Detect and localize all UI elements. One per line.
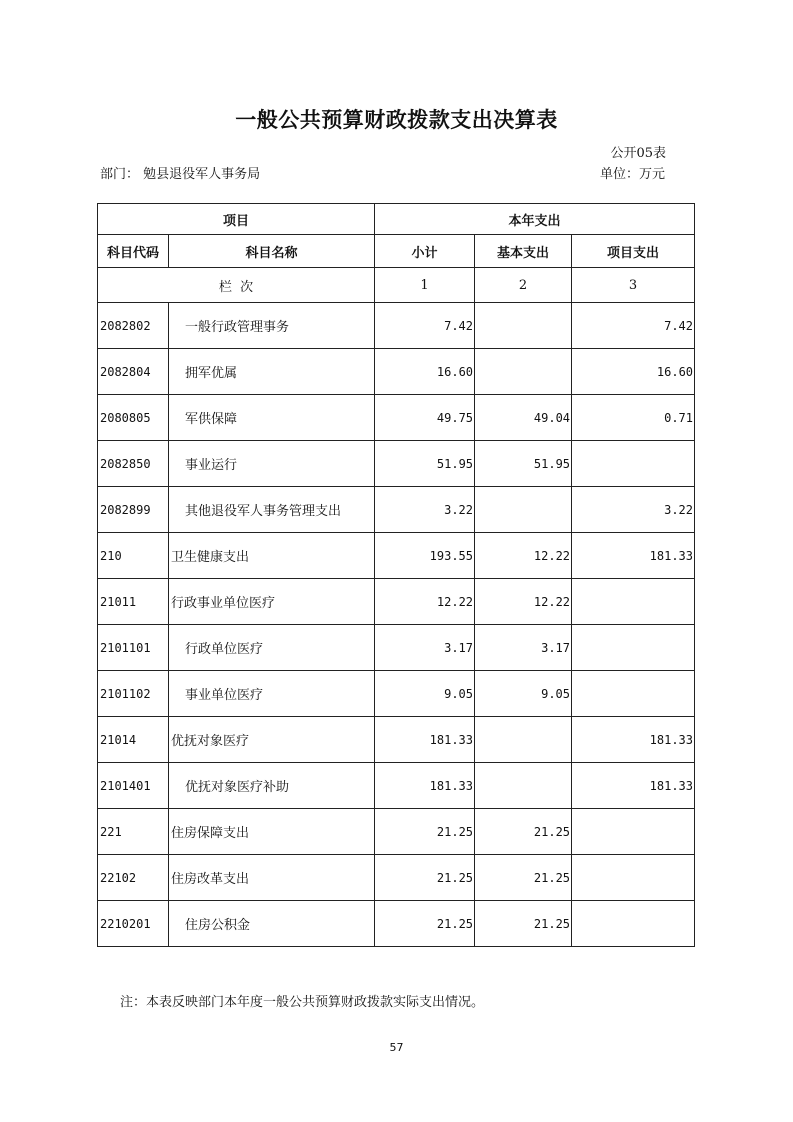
- row-basic: 21.25: [475, 855, 572, 901]
- column-index-3: 3: [572, 268, 695, 303]
- row-name: 住房公积金: [169, 901, 375, 947]
- row-subtotal: 3.22: [375, 487, 475, 533]
- row-basic: 49.04: [475, 395, 572, 441]
- row-basic: 3.17: [475, 625, 572, 671]
- row-name: 其他退役军人事务管理支出: [169, 487, 375, 533]
- table-row: [98, 579, 695, 625]
- row-project: 181.33: [572, 763, 695, 809]
- row-project: 16.60: [572, 349, 695, 395]
- row-name: 军供保障: [169, 395, 375, 441]
- table-row: [98, 349, 695, 395]
- col-header-project: 项目支出: [572, 235, 695, 268]
- row-name: 事业单位医疗: [169, 671, 375, 717]
- header-project: 项目: [98, 204, 375, 235]
- col-header-code: 科目代码: [98, 235, 169, 268]
- table-row: [98, 533, 695, 579]
- col-header-basic: 基本支出: [475, 235, 572, 268]
- row-basic: 12.22: [475, 533, 572, 579]
- table-row: [98, 809, 695, 855]
- department-label: 部门： 勉县退役军人事务局: [100, 167, 261, 182]
- footnote: 注：本表反映部门本年度一般公共预算财政拨款实际支出情况。: [120, 995, 485, 1010]
- header-row-2: [98, 235, 695, 268]
- row-name: 住房保障支出: [169, 809, 375, 855]
- expenditure-table: [97, 203, 695, 947]
- row-basic: [475, 487, 572, 533]
- row-project: [572, 671, 695, 717]
- column-index-row: [98, 268, 695, 303]
- col-header-subtotal: 小计: [375, 235, 475, 268]
- column-index-1: 1: [375, 268, 475, 303]
- row-basic: [475, 349, 572, 395]
- row-code: 2101401: [98, 763, 169, 809]
- header-row-1: [98, 204, 695, 235]
- row-subtotal: 9.05: [375, 671, 475, 717]
- table-row: [98, 901, 695, 947]
- row-subtotal: 21.25: [375, 901, 475, 947]
- table-row: [98, 717, 695, 763]
- row-name: 事业运行: [169, 441, 375, 487]
- row-basic: 51.95: [475, 441, 572, 487]
- row-subtotal: 21.25: [375, 855, 475, 901]
- row-code: 210: [98, 533, 169, 579]
- table-row: [98, 855, 695, 901]
- row-basic: 12.22: [475, 579, 572, 625]
- page-number: 57: [389, 1041, 404, 1054]
- row-project: 7.42: [572, 303, 695, 349]
- row-name: 住房改革支出: [169, 855, 375, 901]
- row-name: 优抚对象医疗补助: [169, 763, 375, 809]
- row-project: [572, 579, 695, 625]
- row-project: [572, 855, 695, 901]
- row-name: 优抚对象医疗: [169, 717, 375, 763]
- row-code: 2082802: [98, 303, 169, 349]
- row-project: 181.33: [572, 717, 695, 763]
- table-row: [98, 671, 695, 717]
- table-row: [98, 441, 695, 487]
- row-project: [572, 809, 695, 855]
- row-code: 22102: [98, 855, 169, 901]
- table-row: [98, 763, 695, 809]
- column-index-2: 2: [475, 268, 572, 303]
- row-project: 0.71: [572, 395, 695, 441]
- table-row: [98, 303, 695, 349]
- table-row: [98, 395, 695, 441]
- form-number: 公开05表: [610, 146, 666, 161]
- column-index-label: 栏 次: [98, 268, 375, 303]
- row-project: 3.22: [572, 487, 695, 533]
- row-subtotal: 12.22: [375, 579, 475, 625]
- row-name: 一般行政管理事务: [169, 303, 375, 349]
- table-row: [98, 625, 695, 671]
- row-project: [572, 625, 695, 671]
- row-subtotal: 49.75: [375, 395, 475, 441]
- row-subtotal: 193.55: [375, 533, 475, 579]
- row-name: 拥军优属: [169, 349, 375, 395]
- row-code: 2210201: [98, 901, 169, 947]
- row-name: 卫生健康支出: [169, 533, 375, 579]
- col-header-name: 科目名称: [169, 235, 375, 268]
- row-name: 行政单位医疗: [169, 625, 375, 671]
- row-subtotal: 7.42: [375, 303, 475, 349]
- row-code: 221: [98, 809, 169, 855]
- row-code: 2080805: [98, 395, 169, 441]
- table-row: [98, 487, 695, 533]
- row-code: 2082804: [98, 349, 169, 395]
- row-project: [572, 901, 695, 947]
- row-basic: 9.05: [475, 671, 572, 717]
- row-name: 行政事业单位医疗: [169, 579, 375, 625]
- row-basic: 21.25: [475, 901, 572, 947]
- row-code: 21014: [98, 717, 169, 763]
- row-subtotal: 181.33: [375, 717, 475, 763]
- row-basic: 21.25: [475, 809, 572, 855]
- row-subtotal: 51.95: [375, 441, 475, 487]
- row-subtotal: 3.17: [375, 625, 475, 671]
- row-code: 21011: [98, 579, 169, 625]
- row-basic: [475, 717, 572, 763]
- header-year-expenditure: 本年支出: [375, 204, 695, 235]
- unit-label: 单位：万元: [599, 167, 665, 182]
- row-subtotal: 16.60: [375, 349, 475, 395]
- row-project: [572, 441, 695, 487]
- row-subtotal: 21.25: [375, 809, 475, 855]
- row-code: 2101101: [98, 625, 169, 671]
- row-code: 2082850: [98, 441, 169, 487]
- page-title: 一般公共预算财政拨款支出决算表: [235, 108, 558, 132]
- row-basic: [475, 763, 572, 809]
- row-project: 181.33: [572, 533, 695, 579]
- row-basic: [475, 303, 572, 349]
- row-code: 2082899: [98, 487, 169, 533]
- row-code: 2101102: [98, 671, 169, 717]
- row-subtotal: 181.33: [375, 763, 475, 809]
